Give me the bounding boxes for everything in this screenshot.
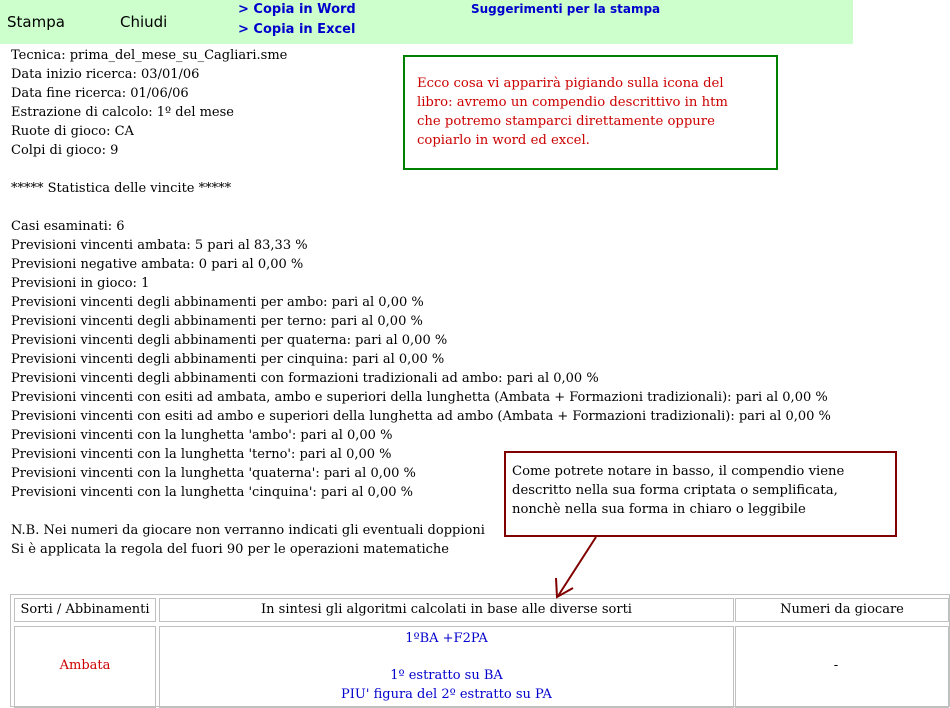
numbers-to-play: - [833, 658, 839, 673]
report-end-date: Data fine ricerca: 01/06/06 [11, 86, 189, 101]
report-line: Previsioni vincenti degli abbinamenti per quaterna: pari al 0,00 % [11, 333, 448, 348]
report-start-date: Data inizio ricerca: 03/01/06 [11, 67, 200, 82]
print-button[interactable]: Stampa [7, 13, 65, 31]
report-line: Previsioni vincenti con esiti ad ambo e superiori della lunghetta ad ambo (Ambata + Formazioni tradizionali): pari al 0,00 % [11, 409, 831, 424]
callout-line: Come potrete notare in basso, il compendio viene [512, 464, 845, 479]
algorithms-table [10, 594, 950, 707]
close-button[interactable]: Chiudi [120, 13, 168, 31]
report-line: Previsioni vincenti degli abbinamenti con formazioni tradizionali ad ambo: pari al 0,00 % [11, 371, 599, 386]
report-spacer [11, 198, 831, 217]
header-numbers: Numeri da giocare [735, 598, 949, 622]
report-line: Previsioni in gioco: 1 [11, 276, 150, 291]
algorithm-code: 1ºBA +F2PA [405, 631, 488, 646]
callout-line: copiarlo in word ed excel. [417, 133, 590, 148]
report-note-rule90: Si è applicata la regola del fuori 90 per le operazioni matematiche [11, 542, 449, 557]
callout-line: che potremo stamparci direttamente oppure [417, 114, 715, 129]
report-line: Previsioni vincenti degli abbinamenti per ambo: pari al 0,00 % [11, 295, 424, 310]
callout-line: nonchè nella sua forma in chiaro o leggibile [512, 502, 806, 517]
row-numbers-cell [735, 626, 949, 708]
sort-ambata: Ambata [59, 658, 111, 673]
report-line: Previsioni vincenti con la lunghetta 'terno': pari al 0,00 % [11, 447, 392, 462]
report-technique: Tecnica: prima_del_mese_su_Cagliari.sme [11, 48, 288, 63]
report-line: Previsioni vincenti con esiti ad ambata, ambo e superiori della lunghetta (Ambata + Formazioni tradizionali): pari al 0,00 % [11, 390, 828, 405]
report-note-doubles: N.B. Nei numeri da giocare non verranno indicati gli eventuali doppioni [11, 523, 485, 538]
copy-to-excel-link[interactable]: > Copia in Excel [238, 22, 356, 37]
callout-line: Ecco cosa vi apparirà pigiando sulla icona del [417, 76, 724, 91]
copy-to-word-link[interactable]: > Copia in Word [238, 2, 356, 17]
report-cases: Casi esaminati: 6 [11, 219, 125, 234]
report-line: Previsioni vincenti con la lunghetta 'ambo': pari al 0,00 % [11, 428, 393, 443]
report-line: Previsioni vincenti ambata: 5 pari al 83,33 % [11, 238, 308, 253]
algorithm-description-1: 1º estratto su BA [390, 668, 503, 683]
callout-line: descritto nella sua forma criptata o semplificata, [512, 483, 838, 498]
report-shots: Colpi di gioco: 9 [11, 143, 119, 158]
report-wheels: Ruote di gioco: CA [11, 124, 134, 139]
callout-line: libro: avremo un compendio descrittivo in htm [417, 95, 728, 110]
header-sorts: Sorti / Abbinamenti [14, 598, 156, 622]
book-icon-callout [403, 55, 778, 170]
report-line: Previsioni negative ambata: 0 pari al 0,00 % [11, 257, 304, 272]
report-stats-heading: ***** Statistica delle vincite ***** [11, 181, 232, 196]
algorithm-description-2: PIU' figura del 2º estratto su PA [341, 687, 552, 702]
row-algorithm-cell [159, 626, 734, 708]
print-tips-link[interactable]: Suggerimenti per la stampa [471, 2, 661, 16]
encrypted-form-callout [504, 451, 897, 537]
report-line: Previsioni vincenti con la lunghetta 'quaterna': pari al 0,00 % [11, 466, 416, 481]
report-extraction: Estrazione di calcolo: 1º del mese [11, 105, 234, 120]
report-line: Previsioni vincenti degli abbinamenti per terno: pari al 0,00 % [11, 314, 423, 329]
header-algorithms: In sintesi gli algoritmi calcolati in base alle diverse sorti [159, 598, 734, 622]
report-line: Previsioni vincenti degli abbinamenti per cinquina: pari al 0,00 % [11, 352, 445, 367]
report-line: Previsioni vincenti con la lunghetta 'cinquina': pari al 0,00 % [11, 485, 413, 500]
toolbar [0, 0, 853, 44]
row-sort-cell [14, 626, 156, 708]
